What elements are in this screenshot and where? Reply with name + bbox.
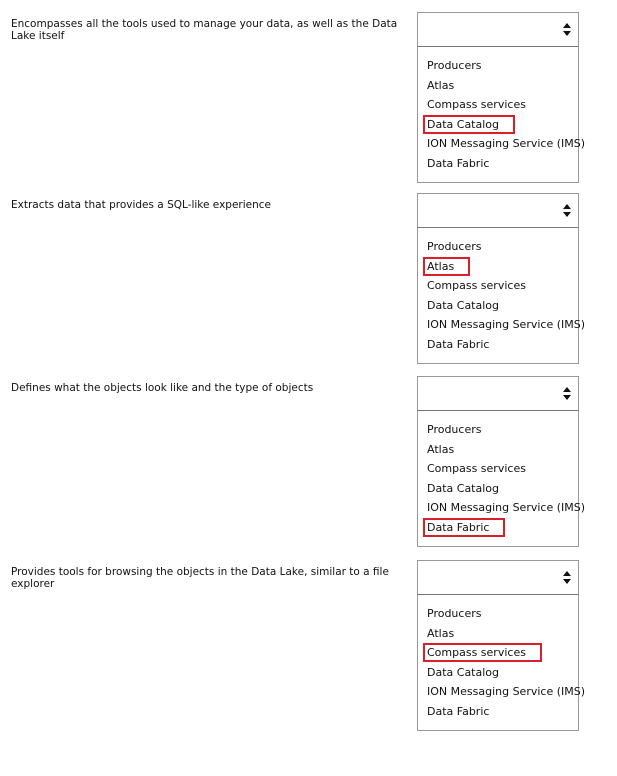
question-block — [0, 560, 617, 735]
selected-option[interactable]: Data Catalog — [425, 117, 513, 132]
selected-option[interactable]: Atlas — [425, 259, 468, 274]
option-item[interactable]: ION Messaging Service (IMS) — [427, 137, 586, 151]
options-list — [417, 410, 586, 547]
sort-arrows-icon — [563, 387, 571, 400]
answer-select[interactable] — [417, 12, 579, 47]
sort-arrows-icon — [563, 571, 571, 584]
option-item[interactable]: Data Fabric — [427, 705, 490, 718]
option-item[interactable]: Producers — [427, 59, 482, 72]
question-block — [0, 12, 617, 187]
option-item[interactable]: Atlas — [427, 78, 455, 92]
option-item[interactable]: Producers — [427, 423, 482, 436]
option-item[interactable]: Producers — [427, 607, 482, 620]
sort-arrows-icon — [563, 204, 571, 217]
answer-select[interactable] — [417, 560, 579, 595]
question-text: Defines what the objects look like and the type of objects — [11, 382, 314, 394]
option-item[interactable]: Data Fabric — [427, 157, 490, 170]
option-item[interactable]: Data Fabric — [427, 338, 490, 351]
option-item[interactable]: Compass services — [427, 462, 526, 476]
option-item[interactable]: Data Catalog — [427, 481, 500, 495]
option-item[interactable]: Compass services — [427, 98, 526, 112]
option-item[interactable]: Compass services — [427, 279, 526, 293]
option-item[interactable]: Atlas — [427, 442, 455, 456]
options-list — [417, 594, 586, 731]
answer-select[interactable] — [417, 193, 579, 228]
option-item[interactable]: ION Messaging Service (IMS) — [427, 318, 586, 332]
options-list — [417, 227, 586, 364]
option-item[interactable]: Producers — [427, 240, 482, 253]
question-text: Provides tools for browsing the objects in the Data Lake, similar to a file explorer — [11, 566, 389, 590]
options-list — [417, 46, 586, 183]
option-item[interactable]: Data Catalog — [427, 665, 500, 679]
option-item[interactable]: ION Messaging Service (IMS) — [427, 501, 586, 515]
option-item[interactable]: Data Catalog — [427, 298, 500, 312]
option-item[interactable]: ION Messaging Service (IMS) — [427, 685, 586, 699]
selected-option[interactable]: Data Fabric — [425, 520, 503, 535]
question-text: Encompasses all the tools used to manage your data, as well as the Data Lake itself — [11, 18, 398, 42]
question-text: Extracts data that provides a SQL-like experience — [11, 199, 271, 211]
selected-option[interactable]: Compass services — [425, 645, 540, 660]
option-item[interactable]: Atlas — [427, 626, 455, 640]
sort-arrows-icon — [563, 23, 571, 36]
answer-select[interactable] — [417, 376, 579, 411]
question-block — [0, 376, 617, 551]
question-block — [0, 193, 617, 368]
